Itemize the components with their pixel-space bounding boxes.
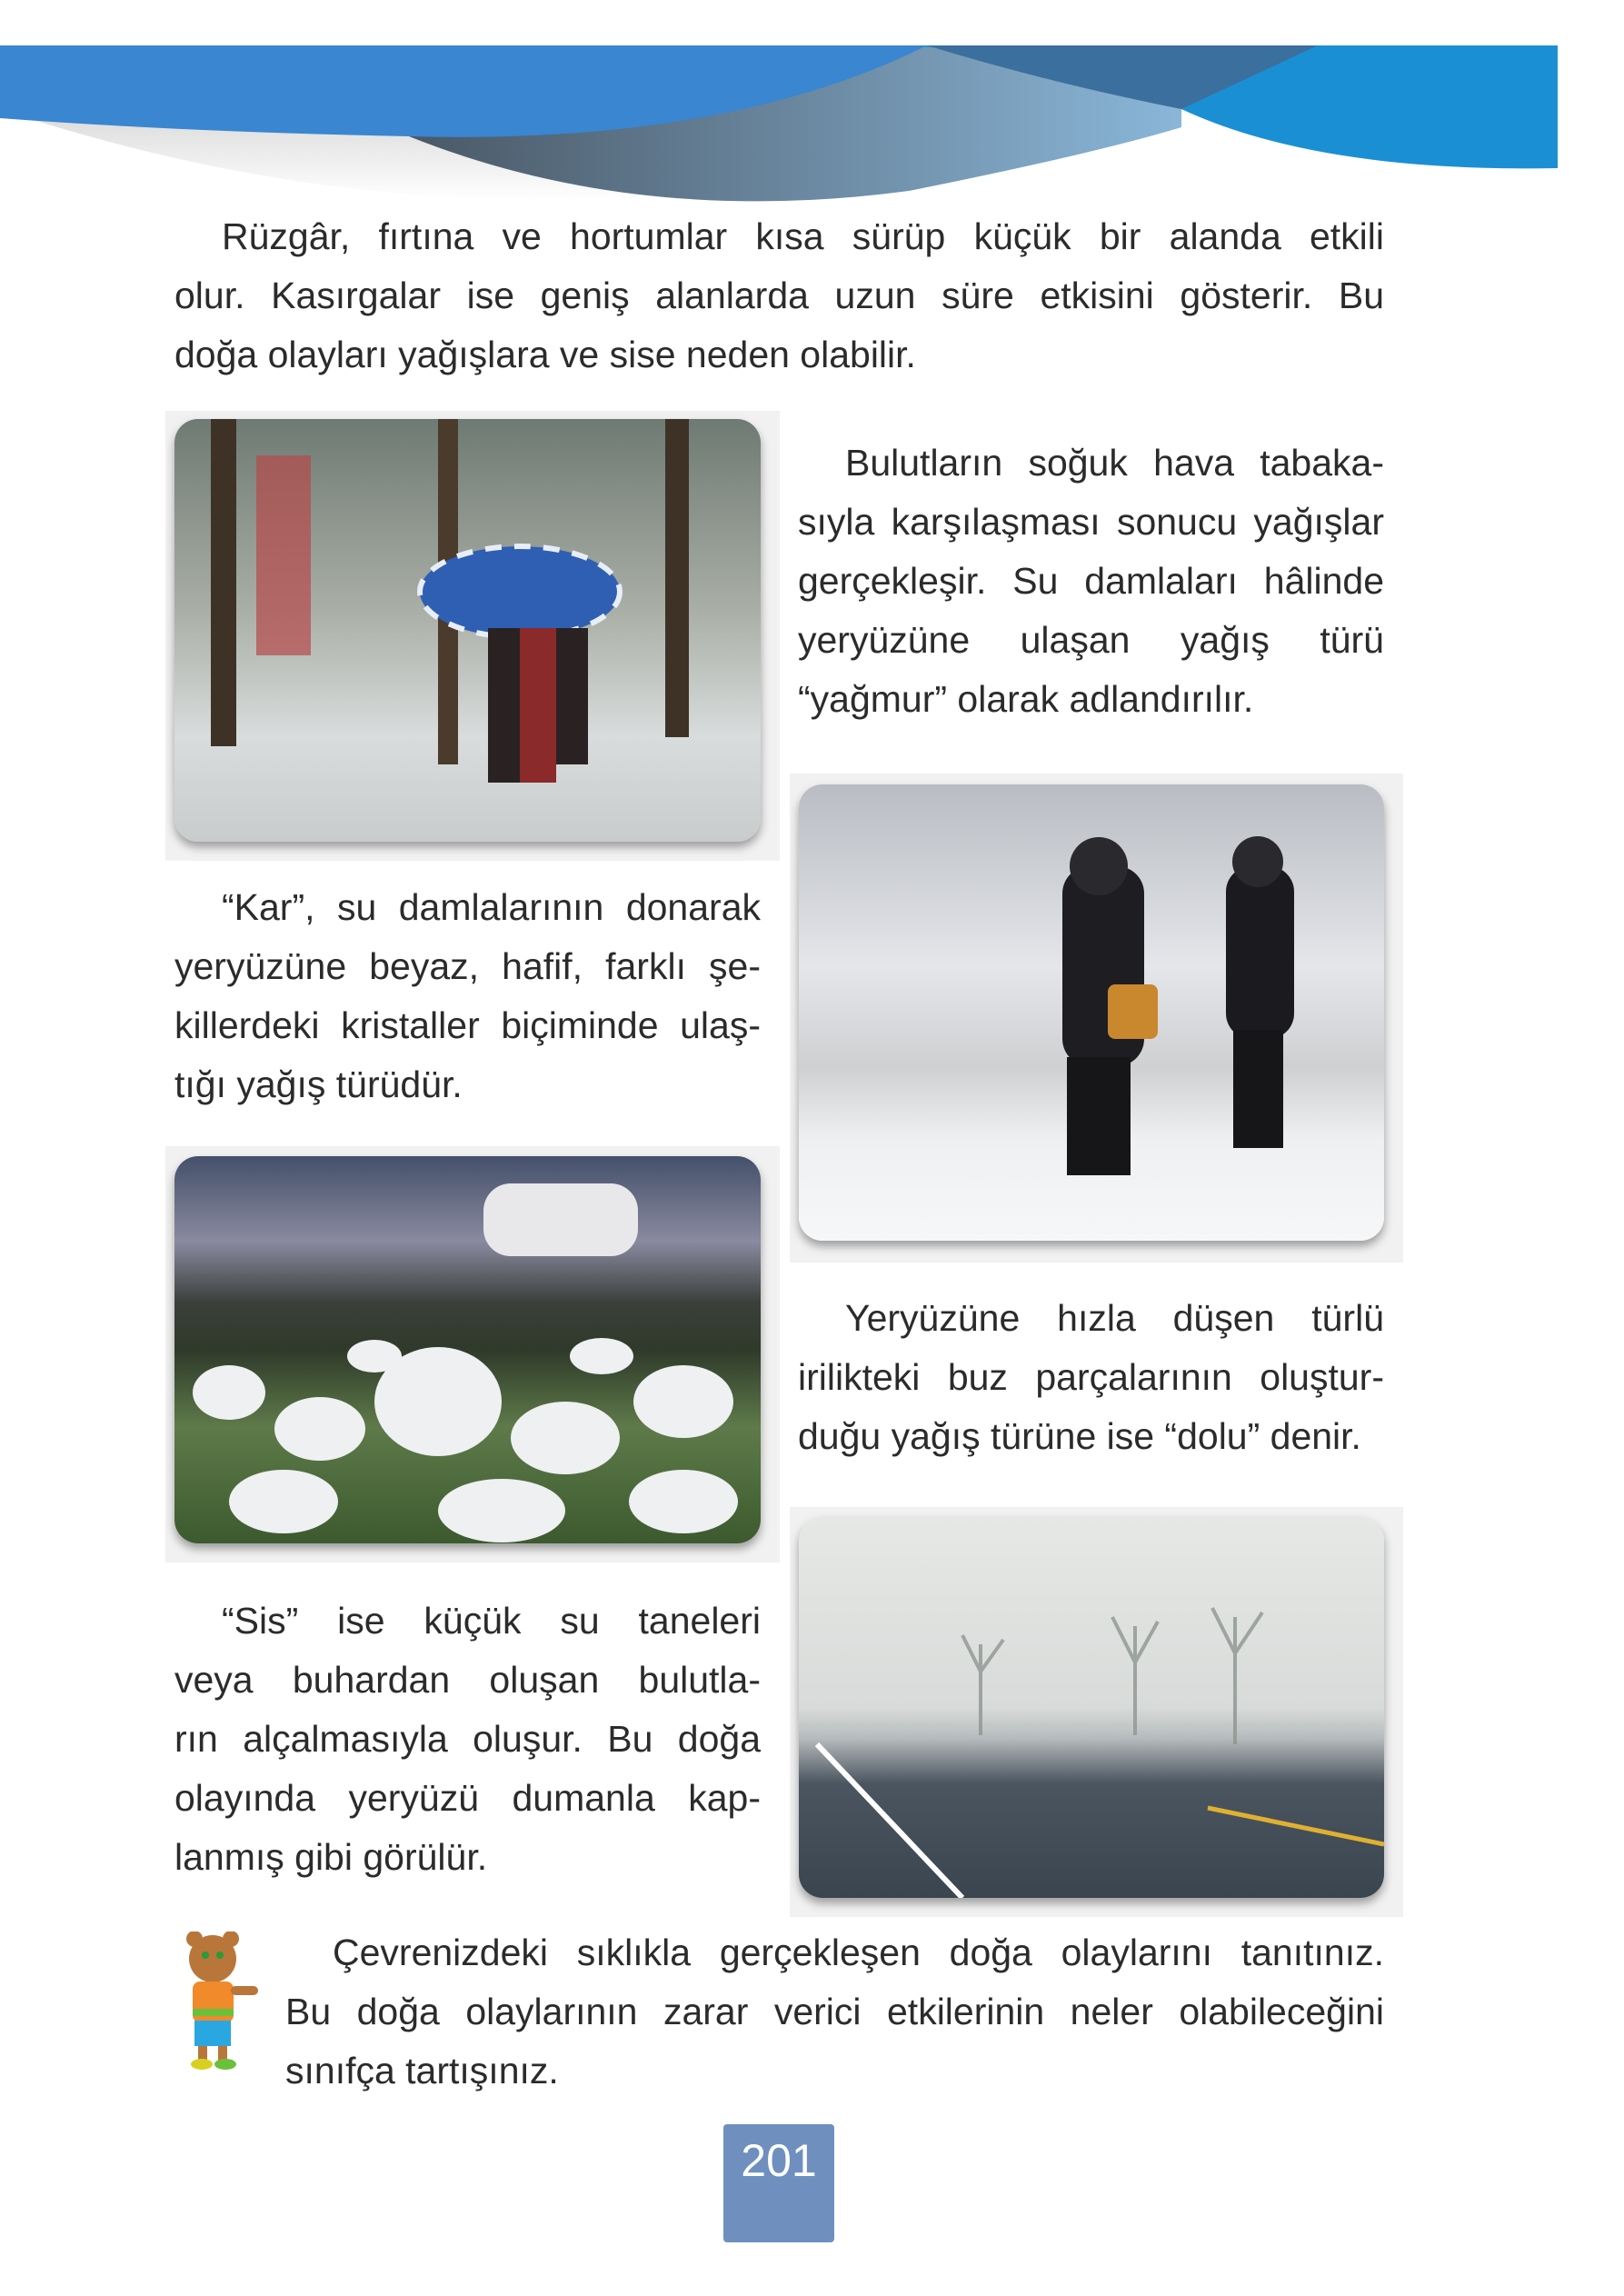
header-wave-banner bbox=[0, 45, 1558, 205]
fog-paragraph bbox=[174, 1592, 761, 1887]
page-number: 201 bbox=[723, 2124, 834, 2242]
rain-line: gerçekleşir. Su damlaları hâlinde bbox=[798, 560, 1384, 602]
intro-line: doğa olayları yağışlara ve sise neden olabilir. bbox=[174, 334, 916, 375]
rain-line: “yağmur” olarak adlandırılır. bbox=[798, 678, 1254, 720]
hail-line: irilikteki buz parçalarının oluştur- bbox=[798, 1356, 1384, 1398]
rain-line: Bulutların soğuk hava tabaka- bbox=[845, 442, 1384, 484]
rain-paragraph bbox=[798, 434, 1384, 729]
hail-photo bbox=[174, 1156, 761, 1543]
activity-paragraph bbox=[285, 1923, 1384, 2101]
fog-line: “Sis” ise küçük su taneleri bbox=[222, 1600, 761, 1642]
snow-paragraph bbox=[174, 878, 761, 1114]
fog-line: lanmış gibi görülür. bbox=[174, 1836, 488, 1878]
snow-line: yeryüzüne beyaz, hafif, farklı şe- bbox=[174, 945, 761, 987]
fog-line: olayında yeryüzü dumanla kap- bbox=[174, 1777, 761, 1819]
fog-line: rın alçalmasıyla oluşur. Bu doğa bbox=[174, 1718, 761, 1760]
snow-line: “Kar”, su damlalarının donarak bbox=[222, 886, 761, 928]
fog-line: veya buhardan oluşan bulutla- bbox=[174, 1659, 761, 1701]
hail-line: duğu yağış türüne ise “dolu” denir. bbox=[798, 1415, 1361, 1457]
snow-photo bbox=[799, 784, 1384, 1241]
intro-line: Rüzgâr, fırtına ve hortumlar kısa sürüp küçük bir alanda etkili bbox=[222, 215, 1384, 257]
activity-line: Bu doğa olaylarının zarar verici etkilerinin neler olabileceğini bbox=[285, 1991, 1384, 2032]
hail-line: Yeryüzüne hızla düşen türlü bbox=[845, 1297, 1384, 1339]
activity-line: sınıfça tartışınız. bbox=[285, 2050, 559, 2091]
fog-photo bbox=[799, 1517, 1384, 1898]
bear-mascot-icon bbox=[174, 1932, 269, 2072]
activity-line: Çevrenizdeki sıklıkla gerçekleşen doğa olaylarını tanıtınız. bbox=[333, 1932, 1384, 1973]
rain-photo bbox=[174, 419, 761, 842]
intro-paragraph bbox=[174, 207, 1384, 384]
hail-paragraph bbox=[798, 1289, 1384, 1466]
intro-line: olur. Kasırgalar ise geniş alanlarda uzun süre etkisini gösterir. Bu bbox=[174, 275, 1384, 316]
snow-line: killerdeki kristaller biçiminde ulaş- bbox=[174, 1004, 761, 1046]
snow-line: tığı yağış türüdür. bbox=[174, 1063, 463, 1105]
rain-line: sıyla karşılaşması sonucu yağışlar bbox=[798, 501, 1384, 543]
rain-line: yeryüzüne ulaşan yağış türü bbox=[798, 619, 1384, 661]
